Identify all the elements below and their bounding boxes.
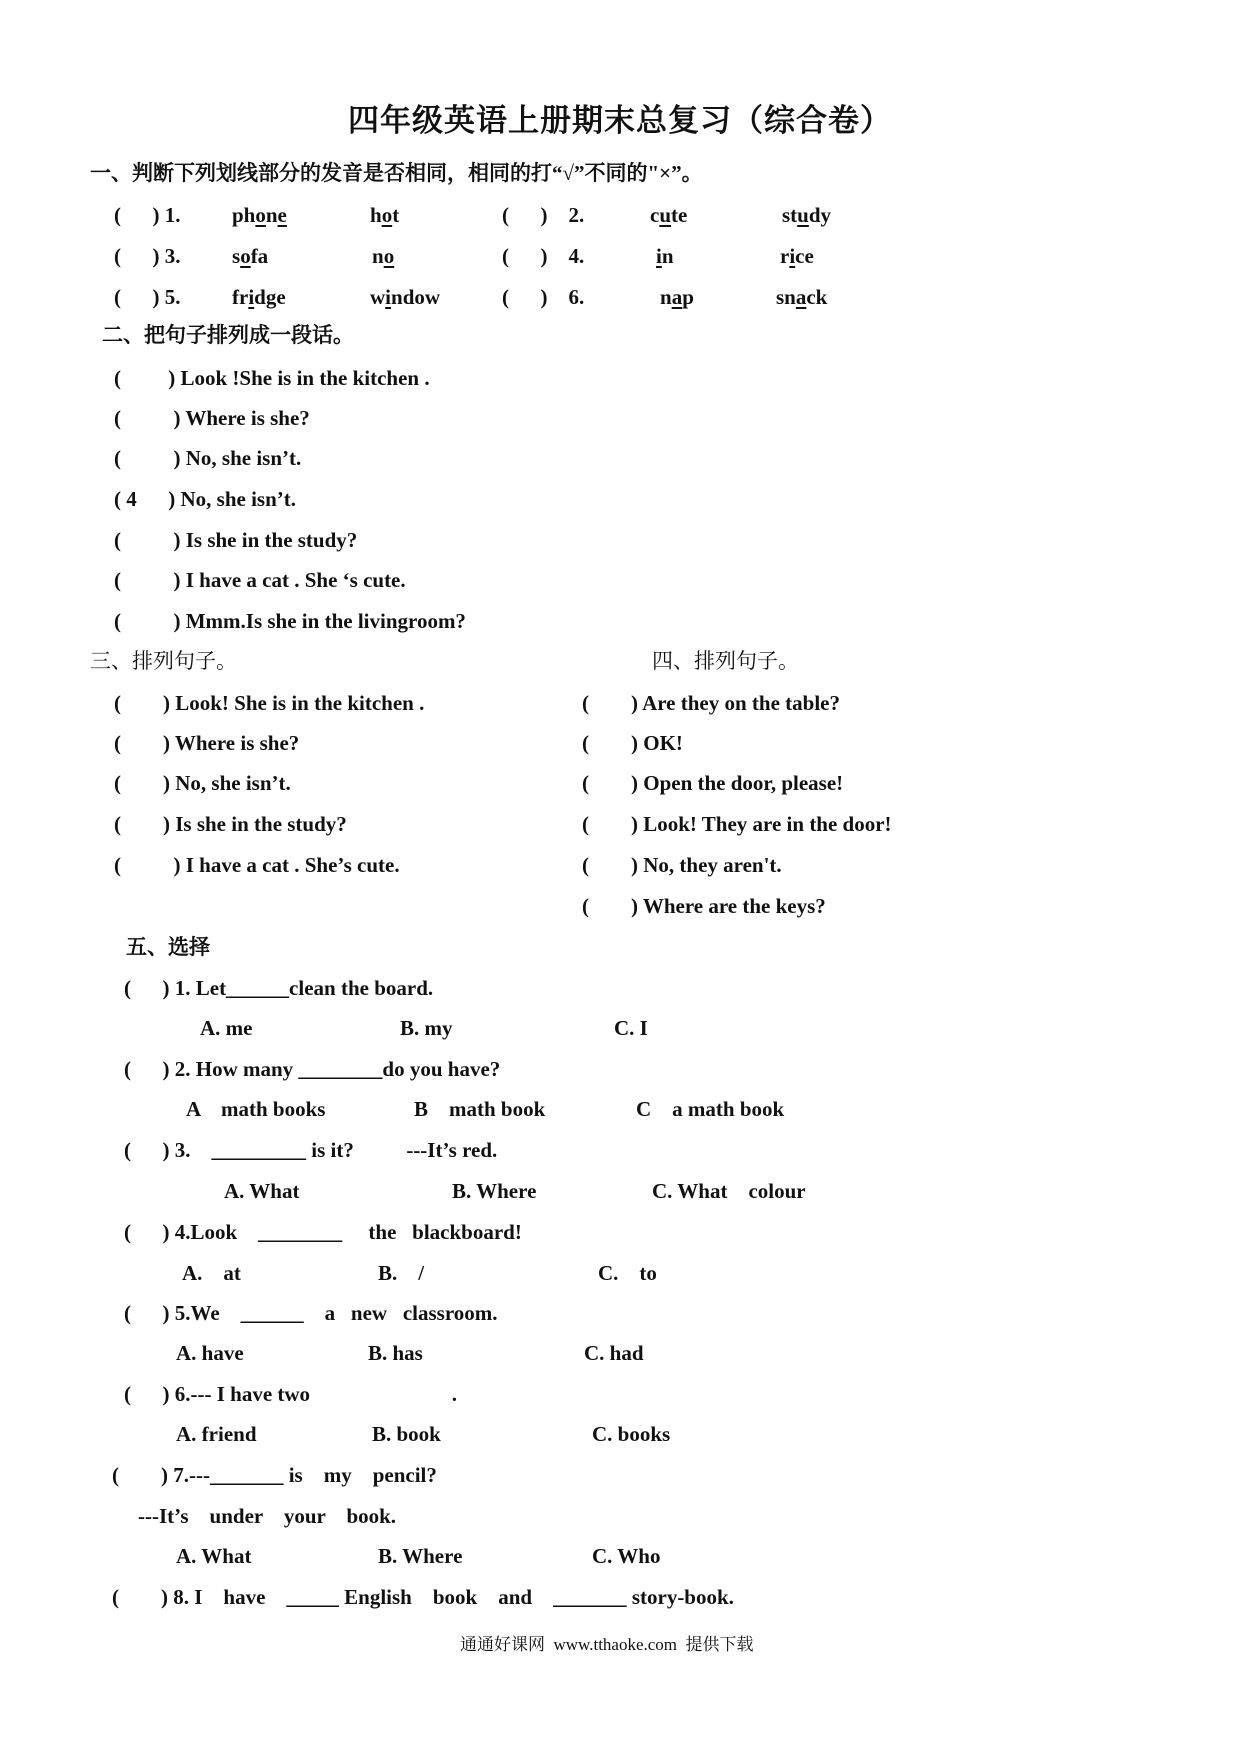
s3-item: ( ) No, she isn’t. [114,771,291,795]
page-title: 四年级英语上册期末总复习（综合卷） [348,103,892,138]
underlined-letter: a [671,285,683,309]
s3-item: ( ) I have a cat . She’s cute. [114,853,400,877]
s2-item: ( ) I have a cat . She ‘s cute. [114,568,406,592]
answer-bracket: ( ) 3. [114,244,181,268]
phonics-word [370,284,440,310]
underlined-letter: i [385,285,392,309]
word-part: n [372,244,384,268]
s4-item: ( ) No, they aren't. [582,853,782,877]
word-part: dge [254,285,286,309]
s5-option-a: A. friend [176,1422,257,1446]
word-part: p [682,285,694,309]
word-part: sn [776,285,796,309]
underlined-letter: i [248,285,255,309]
s4-item: ( ) Look! They are in the door! [582,812,892,836]
s5-option-a: A. at [182,1261,241,1285]
s5-question: ( ) 7.---_______ is my pencil? [112,1463,437,1487]
section1-heading: 一、判断下列划线部分的发音是否相同，相同的打“√”不同的"×”。 [90,161,703,185]
word-part: t [392,203,400,227]
word-part: fr [232,285,249,309]
phonics-word [232,243,268,269]
s3-item: ( ) Look! She is in the kitchen . [114,691,425,715]
phonics-word [370,202,399,228]
s5-option-b: B math book [414,1097,546,1121]
s5-option-a: A math books [186,1097,326,1121]
answer-bracket: ( ) 2. [502,203,585,227]
s2-item: ( ) Mmm.Is she in the livingroom? [114,609,466,633]
phonics-word [232,284,286,310]
s4-item: ( ) Are they on the table? [582,691,840,715]
s5-question: ( ) 4.Look ________ the blackboard! [124,1220,522,1244]
footer-credit: 通通好课网 www.tthaoke.com 提供下载 [460,1635,754,1654]
s5-question: ( ) 1. Let______clean the board. [124,976,434,1000]
s5-question: ( ) 8. I have _____ English book and _______ story-book. [112,1585,734,1609]
s5-question: ( ) 6.--- I have two . [124,1382,458,1406]
s2-item: ( ) Is she in the study? [114,528,358,552]
s5-option-b: B. has [368,1341,423,1365]
underlined-letter: a [795,285,807,309]
word-part: r [780,244,790,268]
s2-item: ( 4 ) No, she isn’t. [114,487,296,511]
phonics-word [650,202,687,228]
underlined-letter: u [797,203,809,227]
word-part: ph [232,203,256,227]
s5-option-c: C. to [598,1261,657,1285]
underlined-letter: i [789,244,796,268]
s5-option-a: A. me [200,1016,253,1040]
word-part: fa [250,244,269,268]
phonics-word [660,284,694,310]
underlined-letter: o [381,203,393,227]
answer-bracket: ( ) 1. [114,203,181,227]
phonics-word [782,202,831,228]
answer-bracket: ( ) 4. [502,244,585,268]
phonics-word [780,243,814,269]
word-part: c [650,203,660,227]
s2-item: ( ) Look !She is in the kitchen . [114,366,430,390]
s5-option-a: A. What [176,1544,252,1568]
section3-heading: 三、排列句子。 [90,649,237,673]
s5-option-c: C. books [592,1422,671,1446]
phonics-word [656,243,674,269]
answer-bracket: ( ) 5. [114,285,181,309]
s5-option-c: C a math book [636,1097,785,1121]
s2-item: ( ) No, she isn’t. [114,446,302,470]
underlined-letter: o [383,244,395,268]
s4-item: ( ) Open the door, please! [582,771,844,795]
s5-option-b: B. Where [452,1179,537,1203]
word-part: h [370,203,382,227]
s3-item: ( ) Is she in the study? [114,812,347,836]
s5-option-b: B. / [378,1261,425,1285]
s5-option-c: C. What colour [652,1179,806,1203]
s5-option-b: B. Where [378,1544,463,1568]
underlined-letter: o [255,203,266,227]
s2-item: ( ) Where is she? [114,406,310,430]
underlined-letter: u [659,203,672,227]
s5-option-b: B. my [400,1016,453,1040]
s5-option-a: A. have [176,1341,244,1365]
s3-item: ( ) Where is she? [114,731,300,755]
word-part: dy [808,203,832,227]
s5-option-a: A. What [224,1179,300,1203]
word-part: ce [795,244,814,268]
s5-option-c: C. I [614,1016,648,1040]
word-part: ndow [391,285,441,309]
word-part: ck [806,285,828,309]
word-part: te [671,203,688,227]
word-part: s [232,244,241,268]
s5-option-c: C. Who [592,1544,661,1568]
word-part: n [661,244,674,268]
phonics-word [232,202,287,228]
word-part: w [370,285,386,309]
underlined-letter: e [277,203,287,227]
s5-question: ( ) 2. How many ________do you have? [124,1057,501,1081]
section5-heading: 五、选择 [126,935,210,959]
word-part: n [660,285,672,309]
section2-heading: 二、把句子排列成一段话。 [102,323,354,347]
word-part: st [782,203,798,227]
phonics-word [776,284,827,310]
answer-bracket: ( ) 6. [502,285,585,309]
s5-question-answer-line: ---It’s under your book. [138,1504,397,1528]
s4-item: ( ) OK! [582,731,683,755]
underlined-letter: o [240,244,251,268]
s5-question: ( ) 5.We ______ a new classroom. [124,1301,498,1325]
underlined-letter: i [656,244,662,268]
phonics-word [372,243,394,269]
s4-item: ( ) Where are the keys? [582,894,826,918]
s5-option-c: C. had [584,1341,644,1365]
s5-question: ( ) 3. _________ is it? ---It’s red. [124,1138,498,1162]
section4-heading: 四、排列句子。 [652,649,799,673]
s5-option-b: B. book [372,1422,441,1446]
word-part: n [265,203,278,227]
